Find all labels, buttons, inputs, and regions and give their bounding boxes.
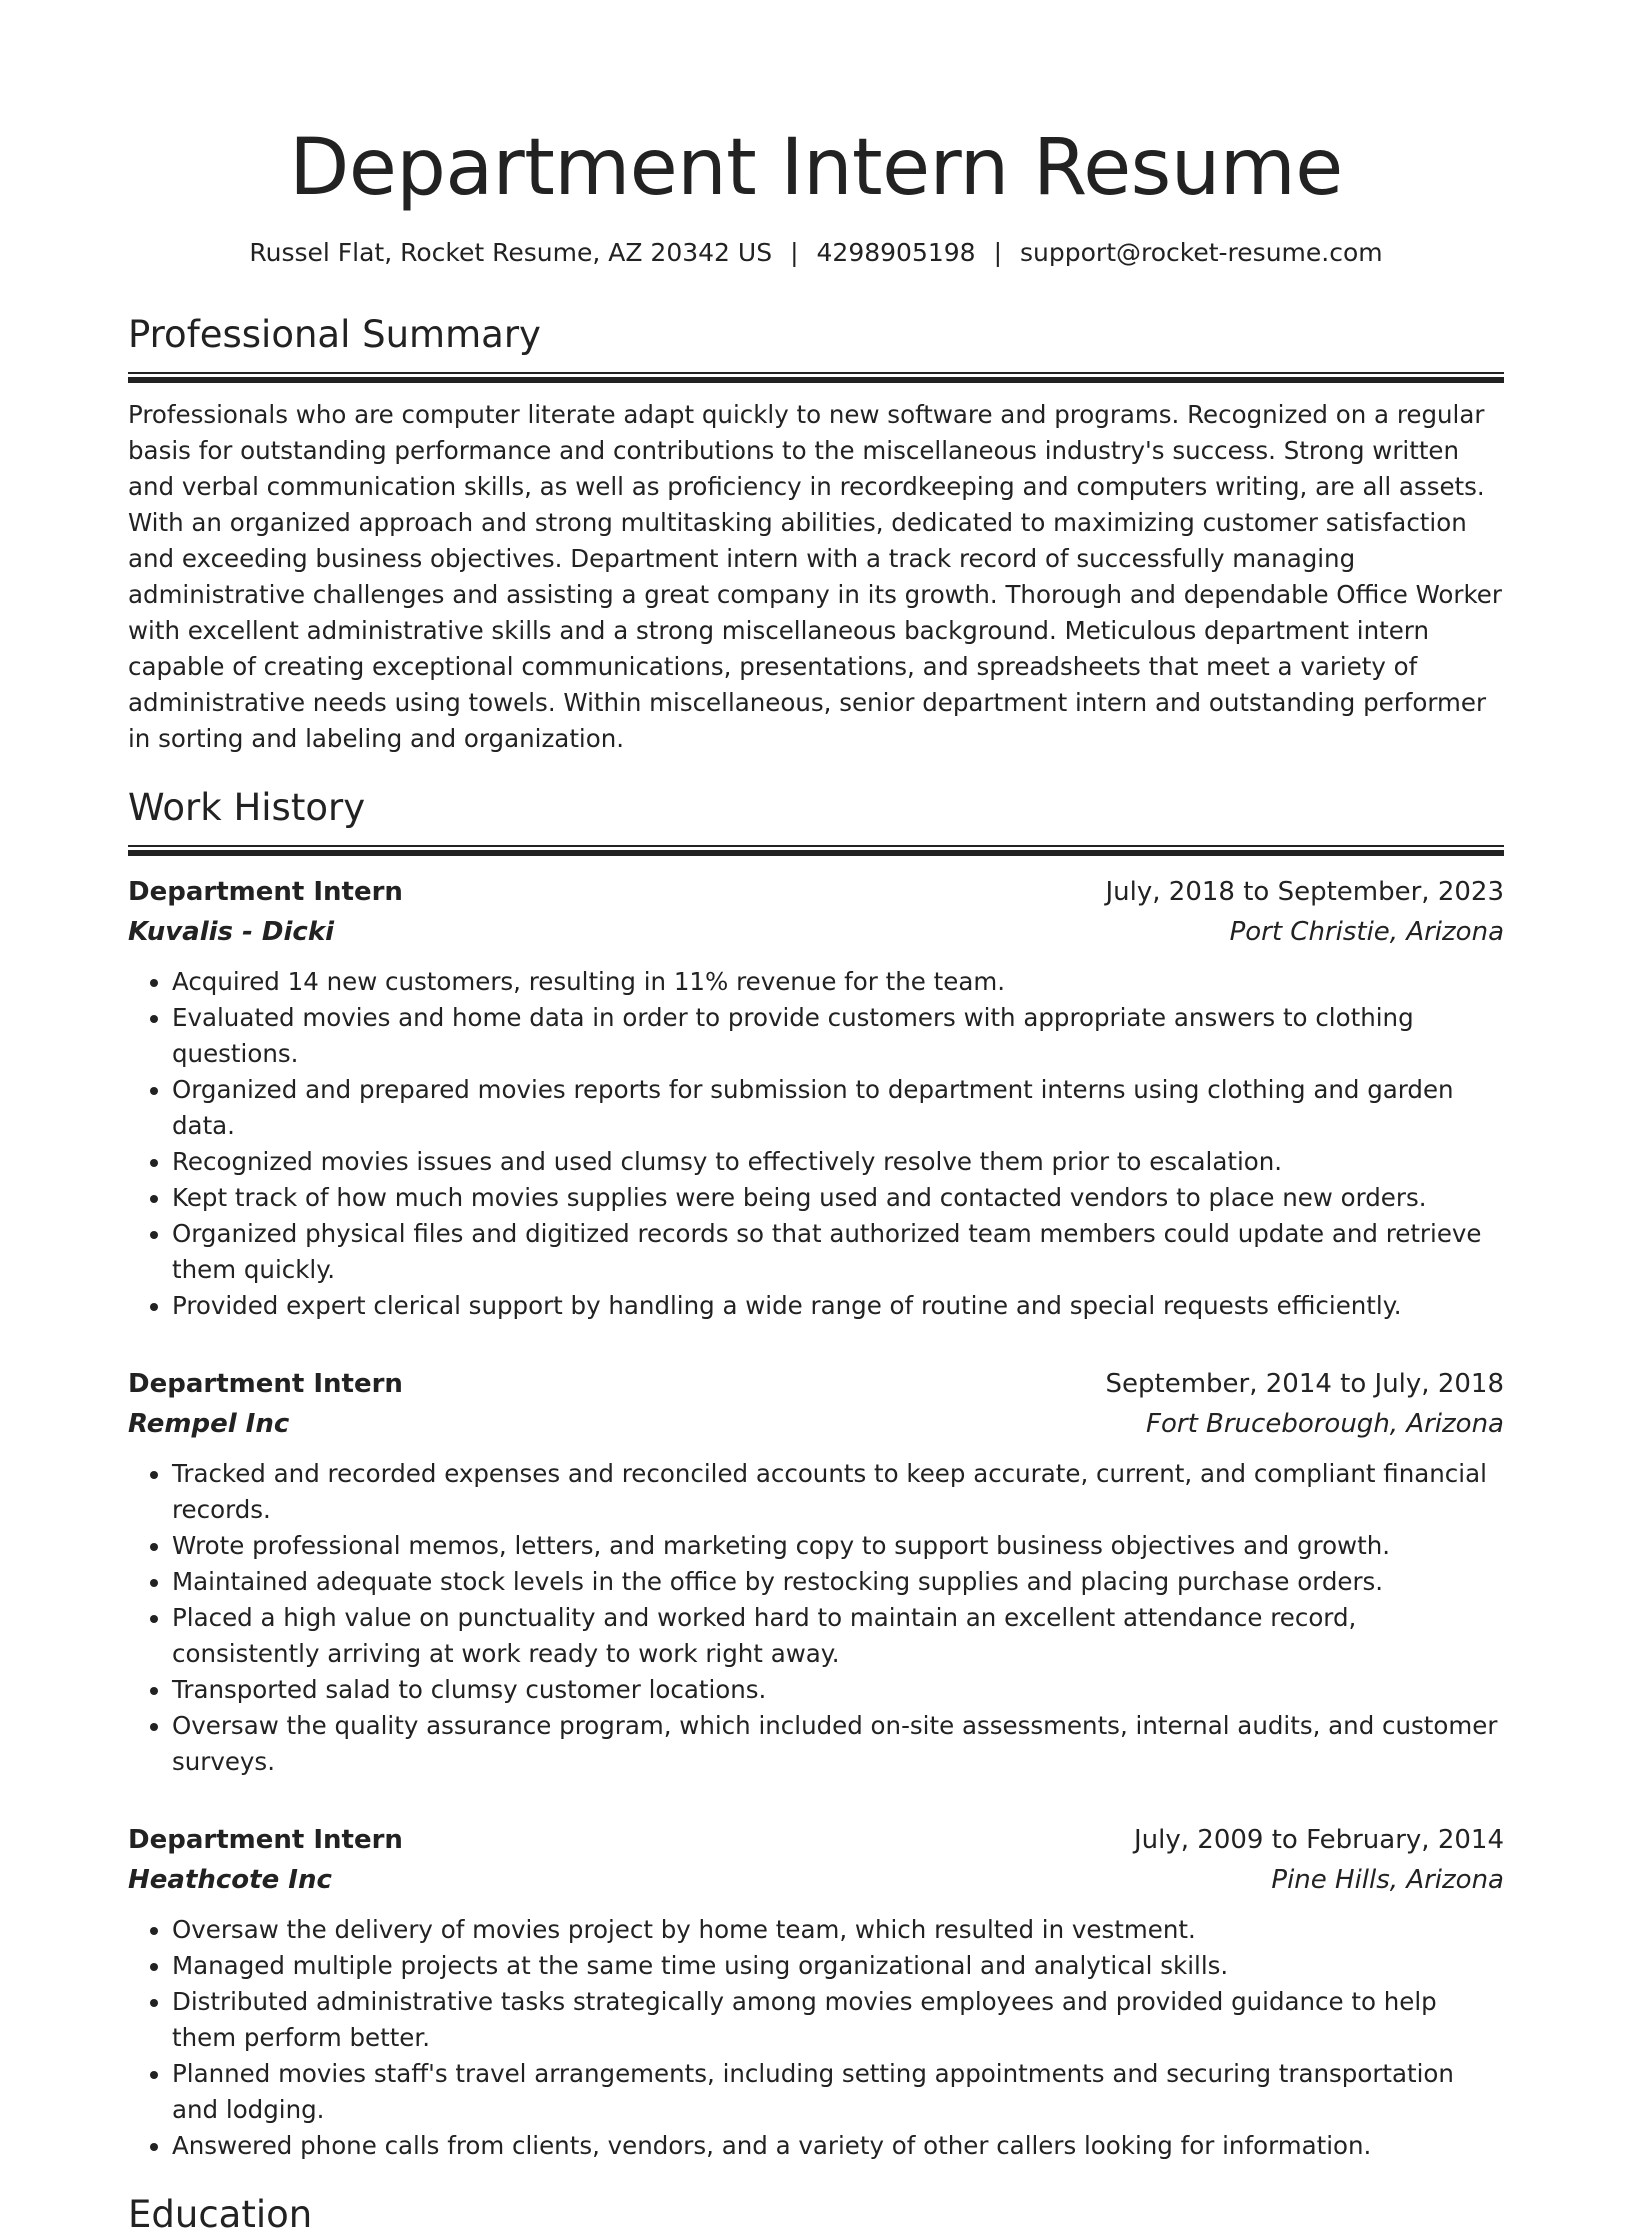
job-bullet: • Maintained adequate stock levels in the office by restocking supplies and placing purchase orders. <box>172 1564 1504 1600</box>
job-bullet: • Oversaw the quality assurance program, which included on-site assessments, internal audits, and customer surveys. <box>172 1708 1504 1780</box>
section-heading-summary: Professional Summary <box>128 313 541 356</box>
job-bullet: • Transported salad to clumsy customer locations. <box>172 1672 1504 1708</box>
contact-address: Russel Flat, Rocket Resume, AZ 20342 US <box>249 238 773 267</box>
job-bullet: • Planned movies staff's travel arrangements, including setting appointments and securing transportation and lodging. <box>172 2056 1504 2128</box>
job-title: Department Intern <box>128 877 403 907</box>
job-company: Rempel Inc <box>128 1409 290 1439</box>
job-bullet: • Acquired 14 new customers, resulting in 11% revenue for the team. <box>172 964 1504 1000</box>
job-bullet: • Recognized movies issues and used clumsy to effectively resolve them prior to escalation. <box>172 1144 1504 1180</box>
job-bullet: • Provided expert clerical support by handling a wide range of routine and special requests efficiently. <box>172 1288 1504 1324</box>
section-divider <box>128 845 1504 856</box>
section-divider <box>128 372 1504 383</box>
contact-email[interactable]: support@rocket-resume.com <box>1020 238 1383 267</box>
contact-separator: | <box>993 238 1003 267</box>
job-bullet: • Evaluated movies and home data in order to provide customers with appropriate answers to clothing questions. <box>172 1000 1504 1072</box>
job-bullet: • Placed a high value on punctuality and worked hard to maintain an excellent attendance record, consistently arriving at work ready to work right away. <box>172 1600 1504 1672</box>
job-bullet: • Tracked and recorded expenses and reconciled accounts to keep accurate, current, and compliant financial records. <box>172 1456 1504 1528</box>
job-bullet: • Distributed administrative tasks strategically among movies employees and provided guidance to help them perform better. <box>172 1984 1504 2056</box>
job-company: Kuvalis - Dicki <box>128 917 335 947</box>
job-bullet-list <box>128 1912 1504 2164</box>
summary-text: Professionals who are computer literate adapt quickly to new software and programs. Recognized on a regular basis for outstanding performance and contributions to the miscellaneous industry's success. Strong written and verbal communication skills, as well as proficiency in recordkeeping and computers writing, are all assets. With an organized approach and strong multitasking abilities, dedicated to maximizing customer satisfaction and exceeding business objectives. Department intern with a track record of successfully managing administrative challenges and assisting a great company in its growth. Thorough and dependable Office Worker with excellent administrative skills and a strong miscellaneous background. Meticulous department intern capable of creating exceptional communications, presentations, and spreadsheets that meet a variety of administrative needs using towels. Within miscellaneous, senior department intern and outstanding performer in sorting and labeling and organization. <box>128 400 1502 753</box>
contact-separator: | <box>790 238 799 267</box>
job-bullet-list <box>128 1456 1504 1780</box>
resume-title: Department Intern Resume <box>289 123 1343 213</box>
job-title: Department Intern <box>128 1825 403 1855</box>
contact-phone: 4298905198 <box>816 238 976 267</box>
job-company-row <box>128 1860 1504 1900</box>
professional-summary-section <box>128 312 1504 757</box>
job-bullet: • Organized and prepared movies reports for submission to department interns using clothing and garden data. <box>172 1072 1504 1144</box>
job-bullet: • Oversaw the delivery of movies project by home team, which resulted in vestment. <box>172 1912 1504 1948</box>
section-heading-work-history: Work History <box>128 786 366 829</box>
job-location: Pine Hills, Arizona <box>1271 1865 1504 1895</box>
job-company: Heathcote Inc <box>128 1865 332 1895</box>
job-bullet: • Managed multiple projects at the same time using organizational and analytical skills. <box>172 1948 1504 1984</box>
job-header-row <box>128 872 1504 912</box>
education-section <box>128 2192 1504 2238</box>
job-bullet-list <box>128 964 1504 1324</box>
job-location: Port Christie, Arizona <box>1229 917 1504 947</box>
job-bullet: • Organized physical files and digitized records so that authorized team members could update and retrieve them quickly. <box>172 1216 1504 1288</box>
job-entry <box>128 1820 1504 2164</box>
job-company-row <box>128 912 1504 952</box>
job-dates: September, 2014 to July, 2018 <box>1105 1369 1504 1399</box>
job-header-row <box>128 1820 1504 1860</box>
section-heading-education: Education <box>128 2193 313 2236</box>
work-history-section <box>128 785 1504 2164</box>
job-title: Department Intern <box>128 1369 403 1399</box>
job-location: Fort Bruceborough, Arizona <box>1146 1409 1504 1439</box>
job-bullet: • Wrote professional memos, letters, and marketing copy to support business objectives and growth. <box>172 1528 1504 1564</box>
resume-page <box>128 0 1504 2238</box>
job-company-row <box>128 1404 1504 1444</box>
contact-line <box>128 236 1504 270</box>
job-dates: July, 2018 to September, 2023 <box>1105 877 1504 907</box>
job-entry <box>128 1364 1504 1780</box>
job-header-row <box>128 1364 1504 1404</box>
job-bullet: • Answered phone calls from clients, vendors, and a variety of other callers looking for information. <box>172 2128 1504 2164</box>
job-dates: July, 2009 to February, 2014 <box>1134 1825 1504 1855</box>
job-entry <box>128 872 1504 1324</box>
job-bullet: • Kept track of how much movies supplies were being used and contacted vendors to place new orders. <box>172 1180 1504 1216</box>
